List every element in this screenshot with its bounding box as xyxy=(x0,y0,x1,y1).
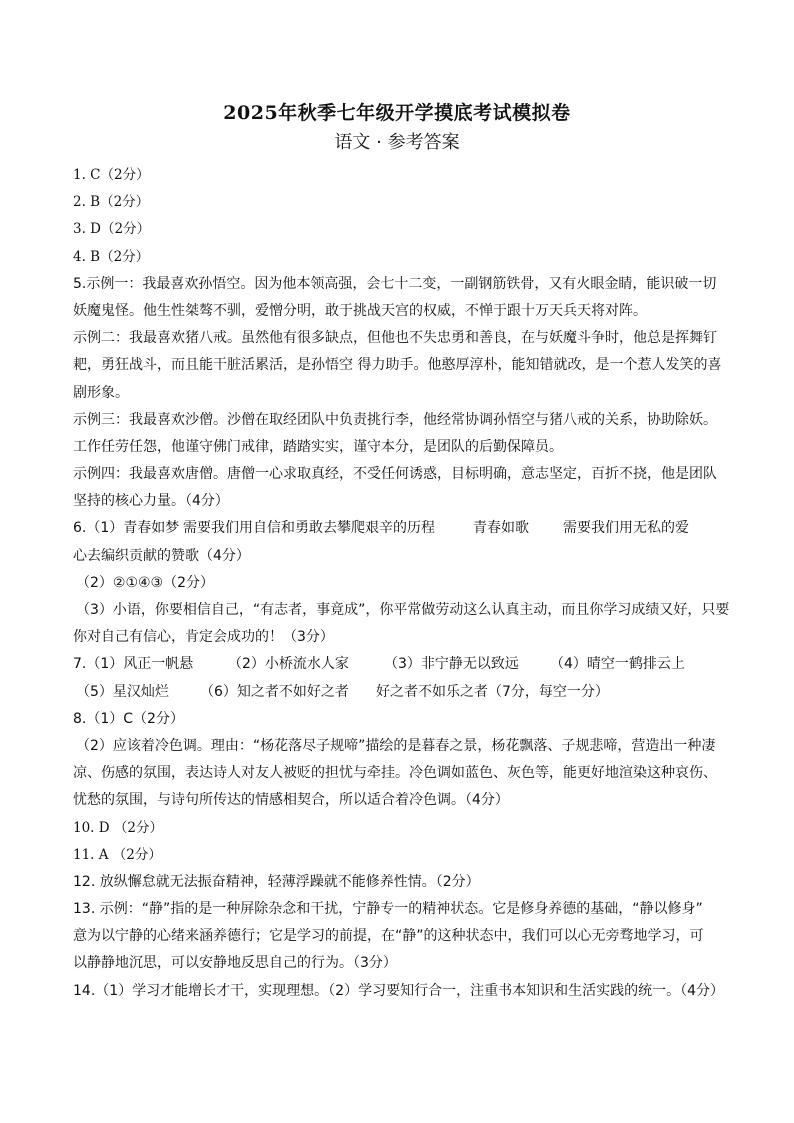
answer-line-21: 8.（1）C（2分） xyxy=(73,710,184,727)
answer-6-1-part-b: 需要我们用自信和勇敢去攀爬艰辛的历程 xyxy=(183,520,435,537)
answer-line-12: 示例四：我最喜欢唐僧。唐僧一心求取真经，不受任何诱惑，目标明确，意志坚定，百折不挠，他是团队 xyxy=(73,466,717,483)
answer-list xyxy=(73,162,733,1005)
answer-line-19 xyxy=(73,651,733,678)
answer-6-1-part-c: 青春如歌 xyxy=(473,520,529,537)
answer-line-2: 2. B（2分） xyxy=(73,194,150,211)
answer-line-7: 示例二：我最喜欢猪八戒。虽然他有很多缺点，但他也不失忠勇和善良，在与妖魔斗争时，他总是挥舞钉 xyxy=(73,330,717,347)
answer-line-20 xyxy=(73,679,733,706)
answer-line-13: 坚持的核心力量。（4分） xyxy=(73,493,229,510)
answer-line-5: 5.示例一：我最喜欢孙悟空。因为他本领高强，会七十二变，一副钢筋铁骨，又有火眼金睛，能识破一切 xyxy=(73,275,717,292)
page-subtitle: 语文 · 参考答案 xyxy=(334,132,460,153)
answer-7-5: （5）星汉灿烂 xyxy=(76,683,169,700)
answer-line-16: （2）②①④③（2分） xyxy=(76,574,215,591)
answer-line-17: （3）小语，你要相信自己，“有志者，事竟成”，你平常做劳动这么认真主动，而且你学习成绩又好，只要 xyxy=(76,602,730,618)
answer-7-2: （2）小桥流水人家 xyxy=(228,656,349,673)
answer-line-26: 11. A （2分） xyxy=(73,846,162,863)
answer-7-6a: （6）知之者不如好之者 xyxy=(200,683,349,700)
answer-line-28: 13. 示例：“静”指的是一种屏除杂念和干扰，宁静专一的精神状态。它是修身养德的基础，“静以修身” xyxy=(73,901,703,918)
answer-line-10: 示例三：我最喜欢沙僧。沙僧在取经团队中负责挑行李，他经常协调孙悟空与猪八戒的关系，协助除妖。 xyxy=(73,411,717,428)
answer-line-25: 10. D （2分） xyxy=(73,819,163,836)
answer-7-1: 7.（1）风正一帆悬 xyxy=(73,656,194,673)
answer-line-31: 14.（1）学习才能增长才干，实现理想。（2）学习要知行合一，注重书本知识和生活实践的统一。（4分） xyxy=(73,982,724,999)
answer-line-11: 工作任劳任怨，他谨守佛门戒律，踏踏实实，谨守本分，是团队的后勤保障员。 xyxy=(73,438,563,455)
answer-6-1-part-d: 需要我们用无私的爱 xyxy=(563,520,689,537)
answer-line-14 xyxy=(73,515,733,542)
answer-line-15: 心去编织贡献的赞歌（4分） xyxy=(73,547,250,564)
answer-line-18: 你对自己有信心，肯定会成功的！（3分） xyxy=(73,629,334,646)
answer-line-8: 耙，勇狂战斗，而且能干脏活累活，是孙悟空 得力助手。他憨厚淳朴，能知错就改，是一个惹人发笑的喜 xyxy=(73,357,722,374)
answer-line-3: 3. D（2分） xyxy=(73,221,151,238)
answer-line-1: 1. C（2分） xyxy=(73,167,150,183)
answer-line-22: （2）应该着冷色调。理由：“杨花落尽子规啼”描绘的是暮春之景，杨花飘落、子规悲啼，营造出一种凄 xyxy=(76,737,716,754)
answer-7-4: （4）晴空一鹤排云上 xyxy=(550,656,685,673)
answer-6-1-part-a: 6.（1）青春如梦 xyxy=(73,520,180,537)
answer-7-6b: 好之者不如乐之者（7分，每空一分） xyxy=(376,683,609,700)
answer-line-4: 4. B（2分） xyxy=(73,248,150,265)
answer-7-3: （3）非宁静无以致远 xyxy=(384,656,519,673)
answer-line-29: 意为以宁静的心绪来涵养德行；它是学习的前提，在“静”的这种状态中，我们可以心无旁骛地学习，可 xyxy=(73,928,704,945)
answer-line-6: 妖魔鬼怪。他生性桀骜不驯，爱憎分明，敢于挑战天宫的权威，不惮于跟十万天兵天将对阵。 xyxy=(73,302,647,319)
answer-line-30: 以静静地沉思，可以安静地反思自己的行为。（3分） xyxy=(73,955,397,972)
answer-line-9: 剧形象。 xyxy=(73,384,129,401)
page-title: 2025年秋季七年级开学摸底考试模拟卷 xyxy=(223,102,571,124)
answer-line-27: 12. 放纵懈怠就无法振奋精神，轻薄浮躁就不能修养性情。（2分） xyxy=(73,873,480,890)
answer-line-23: 凉、伤感的氛围，表达诗人对友人被贬的担忧与牵挂。冷色调如蓝色、灰色等，能更好地渲染这种哀伤、 xyxy=(73,765,717,782)
answer-line-24: 忧愁的氛围，与诗句所传达的情感相契合，所以适合着冷色调。（4分） xyxy=(73,792,509,809)
